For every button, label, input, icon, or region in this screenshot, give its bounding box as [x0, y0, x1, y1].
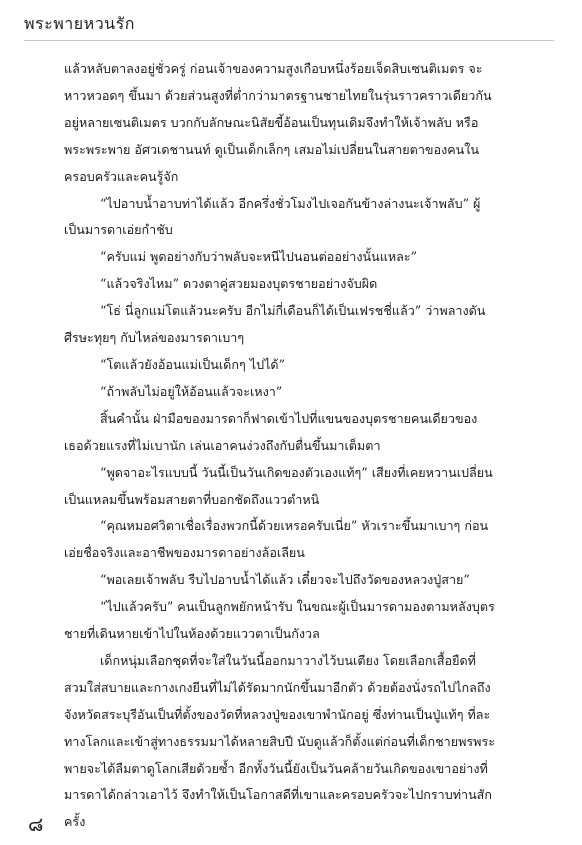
paragraph: “คุณหมอศวิตาเชื่อเรื่องพวกนี้ด้วยเหรอครับเนี่ย” หัวเราะขึ้นมาเบาๆ ก่อนเอ่ยชื่อจริงและอาชีพของมารดาอย่างล้อเลียน — [64, 518, 489, 561]
paragraph: “พอเลยเจ้าพลับ รีบไปอาบน้ำได้แล้ว เดี๋ยวจะไปถึงวัดของหลวงปู่สาย” — [100, 572, 470, 588]
paragraph: “โตแล้วยังอ้อนแม่เป็นเด็กๆ ไปได้” — [100, 356, 286, 372]
paragraph: “ไปแล้วครับ” คนเป็นลูกพยักหน้ารับ ในขณะผู้เป็นมารดามองตามหลังบุตรชายที่เดินหายเข้าไปในห้องด้วยแววตาเป็นกังวล — [64, 599, 495, 642]
running-title: พระพายหวนรัก — [24, 14, 135, 33]
header-rule — [24, 40, 554, 41]
paragraph: “พูดจาอะไรแบบนี้ วันนี้เป็นวันเกิดของตัวเองแท้ๆ” เสียงที่เคยหวานเปลี่ยนเป็นแหลมขึ้นพร้อมสายตาที่บอกชัดถึงแววตำหนิ — [64, 464, 493, 507]
paragraph: สิ้นคำนั้น ฝ่ามือของมารดาก็ฟาดเข้าไปที่แขนของบุตรชายคนเดียวของเธอด้วยแรงที่ไม่เบานัก เล่นเอาคนง่วงถึงกับตื่นขึ้นมาเต็มตา — [64, 410, 478, 453]
paragraph: “แล้วจริงไหม” ดวงตาคู่สวยมองบุตรชายอย่างจับผิด — [100, 276, 378, 292]
body-text — [64, 56, 496, 836]
paragraph: “ไปอาบน้ำอาบท่าได้แล้ว อีกครึ่งชั่วโมงไปเจอกันข้างล่างนะเจ้าพลับ” ผู้เป็นมารดาเอ่ยกำชับ — [64, 195, 481, 238]
page-number: ๘ — [28, 812, 44, 836]
paragraph: “โธ่ นี่ลูกแม่โตแล้วนะครับ อีกไม่กี่เดือนก็ได้เป็นเฟรชชี่แล้ว” ว่าพลางดันศีรษะทุยๆ กับไหล่ของมารดาเบาๆ — [64, 303, 486, 346]
paragraph: “ถ้าพลับไม่อยู่ให้อ้อนแล้วจะเหงา” — [100, 383, 283, 399]
paragraph: “ครับแม่ พูดอย่างกับว่าพลับจะหนีไปนอนต่ออย่างนั้นแหละ” — [100, 249, 418, 265]
paragraph: แล้วหลับตาลงอยู่ชั่วครู่ ก่อนเจ้าของความสูงเกือบหนึ่งร้อยเจ็ดสิบเซนติเมตร จะหาวหวอดๆ ขึ้นมา ด้วยส่วนสูงที่ต่ำกว่ามาตรฐานชายไทยในรุ่นราวคราวเดียวกันอยู่หลายเซนติเมตร บวกกับลักษณะนิสัยขี้อ้อนเป็นทุนเดิมจึงทำให้เจ้าพลับ หรือพระพระพาย อัศวเดชานนท์ ดูเป็นเด็กเล็กๆ เสมอไม่เปลี่ยนในสายตาของคนในครอบครัวและคนรู้จัก — [64, 61, 492, 184]
paragraph: เด็กหนุ่มเลือกชุดที่จะใส่ในวันนี้ออกมาวางไว้บนเตียง โดยเลือกเสื้อยืดที่สวมใส่สบายและกางเกงยีนที่ไม่ได้รัดมากนักขึ้นมาอีกตัว ด้วยต้องนั่งรถไปไกลถึงจังหวัดสระบุรีอันเป็นที่ตั้งของวัดที่หลวงปู่ของเขาพำนักอยู่ ซึ่งท่านเป็นปู่แท้ๆ ที่ละทางโลกและเข้าสู่ทางธรรมมาได้หลายสิบปี นับดูแล้วก็ตั้งแต่ก่อนที่เด็กชายพรพระพายจะได้ลืมตาดูโลกเสียด้วยซ้ำ อีกทั้งวันนี้ยังเป็นวันคล้ายวันเกิดของเขาอย่างที่มารดาได้กล่าวเอาไว้ จึงทำให้เป็นโอกาสดีที่เขาและครอบครัวจะไปกราบท่านสักครั้ง — [64, 652, 496, 830]
